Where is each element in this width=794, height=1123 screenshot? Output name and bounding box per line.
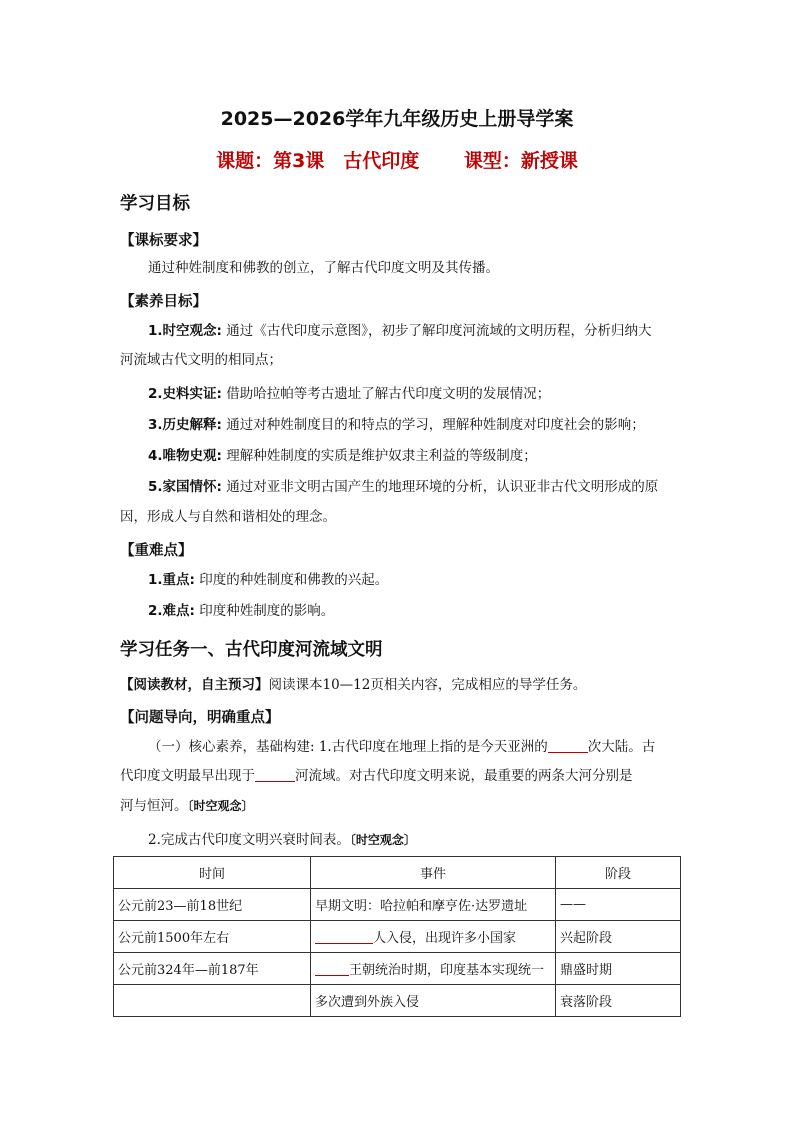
fill-blank[interactable]: [315, 930, 373, 944]
cell-stage: ——: [556, 889, 681, 921]
cell-time: 公元前324年—前187年: [114, 953, 311, 985]
goal-item-4: [148, 446, 537, 466]
header-time: 时间: [114, 857, 311, 889]
goal-label: 3.历史解释:: [148, 417, 222, 433]
goal-label: 4.唯物史观:: [148, 448, 222, 464]
goal-text: 通过《古代印度示意图》，初步了解印度河流域的文明历程，分析归纳大: [221, 323, 652, 339]
cell-stage: 鼎盛时期: [556, 953, 681, 985]
cell-time: 公元前23—前18世纪: [114, 889, 311, 921]
header-event: 事件: [311, 857, 556, 889]
key-point-label: 1.重点:: [148, 572, 195, 588]
goal-text: 通过对亚非文明古国产生的地理环境的分析，认识亚非古代文明形成的原: [221, 479, 659, 495]
key-points-label: 【重难点】: [120, 543, 193, 559]
table-row: [114, 985, 681, 1017]
question-text: 次大陆。古: [587, 739, 656, 755]
question-text: 代印度文明最早出现于: [120, 768, 255, 784]
question-line-1: [148, 737, 655, 757]
reading-text: 阅读课本10—12页相关内容，完成相应的导学任务。: [268, 677, 587, 693]
goal-item-1-cont: 河流域古代文明的相同点；: [120, 352, 282, 368]
question-text: 河流域。对古代印度文明来说，最重要的两条大河分别是: [295, 768, 633, 784]
cell-time: 公元前1500年左右: [114, 921, 311, 953]
document-title: 2025—2026学年九年级历史上册导学案: [220, 108, 574, 130]
goal-item-5-cont: 因，形成人与自然和谐相处的理念。: [120, 509, 336, 525]
cell-stage: 衰落阶段: [556, 985, 681, 1017]
cell-stage: 兴起阶段: [556, 921, 681, 953]
curriculum-label: 【课标要求】: [120, 233, 207, 249]
event-text: 人入侵，出现许多小国家: [373, 931, 517, 946]
key-point-label: 2.难点:: [148, 603, 195, 619]
goal-item-2: [148, 384, 550, 404]
goal-label: 5.家国情怀:: [148, 479, 222, 495]
reading-row: [120, 675, 586, 695]
literacy-goals-label: 【素养目标】: [120, 294, 207, 310]
question-line-2: [120, 766, 633, 786]
learning-goals-heading: 学习目标: [120, 194, 190, 214]
literacy-tag: 〔时空观念〕: [187, 799, 254, 813]
key-point-2: [148, 601, 334, 621]
question-text: 2.完成古代印度文明兴衰时间表。: [148, 832, 350, 848]
cell-event: 多次遭到外族入侵: [311, 985, 556, 1017]
goal-text: 理解种姓制度的实质是维护奴隶主利益的等级制度；: [221, 448, 537, 464]
key-point-text: 印度的种姓制度和佛教的兴起。: [194, 572, 389, 588]
cell-event: [311, 921, 556, 953]
goal-label: 2.史料实证:: [148, 386, 222, 402]
goal-text: 借助哈拉帕等考古遗址了解古代印度文明的发展情况；: [221, 386, 551, 402]
key-point-1: [148, 570, 388, 590]
goal-label: 1.时空观念:: [148, 323, 222, 339]
header-stage: 阶段: [556, 857, 681, 889]
fill-blank[interactable]: [548, 738, 588, 753]
goal-item-3: [148, 415, 645, 435]
goal-text: 通过对种姓制度目的和特点的学习，理解种姓制度对印度社会的影响；: [221, 417, 645, 433]
table-row: [114, 889, 681, 921]
question-text: （一）核心素养，基础构建: 1.古代印度在地理上指的是今天亚洲的: [148, 739, 548, 755]
question-line-3: [120, 796, 254, 816]
goal-item-1: [148, 321, 651, 341]
question-guide-label: 【问题导向，明确重点】: [120, 710, 280, 726]
question-2: [148, 830, 416, 850]
fill-blank[interactable]: [315, 962, 349, 976]
event-text: 王朝统治时期，印度基本实现统一: [349, 963, 545, 978]
cell-time[interactable]: [114, 985, 311, 1017]
cell-event: 早期文明：哈拉帕和摩亨佐·达罗遗址: [311, 889, 556, 921]
reading-label: 【阅读教材，自主预习】: [120, 677, 269, 693]
key-point-text: 印度种姓制度的影响。: [194, 603, 335, 619]
table-header-row: [114, 857, 681, 889]
goal-item-5: [148, 477, 658, 497]
lesson-subtitle: 课题：第3课 古代印度 课型：新授课: [216, 150, 578, 172]
table-row: [114, 953, 681, 985]
task-one-heading: 学习任务一、古代印度河流域文明: [120, 640, 383, 660]
question-text: 河与恒河。: [120, 798, 188, 814]
cell-event: [311, 953, 556, 985]
literacy-tag: 〔时空观念〕: [349, 833, 416, 847]
curriculum-text: 通过种姓制度和佛教的创立，了解古代印度文明及其传播。: [148, 260, 499, 276]
table-row: [114, 921, 681, 953]
chronology-table: [113, 856, 681, 1017]
fill-blank[interactable]: [255, 767, 295, 782]
